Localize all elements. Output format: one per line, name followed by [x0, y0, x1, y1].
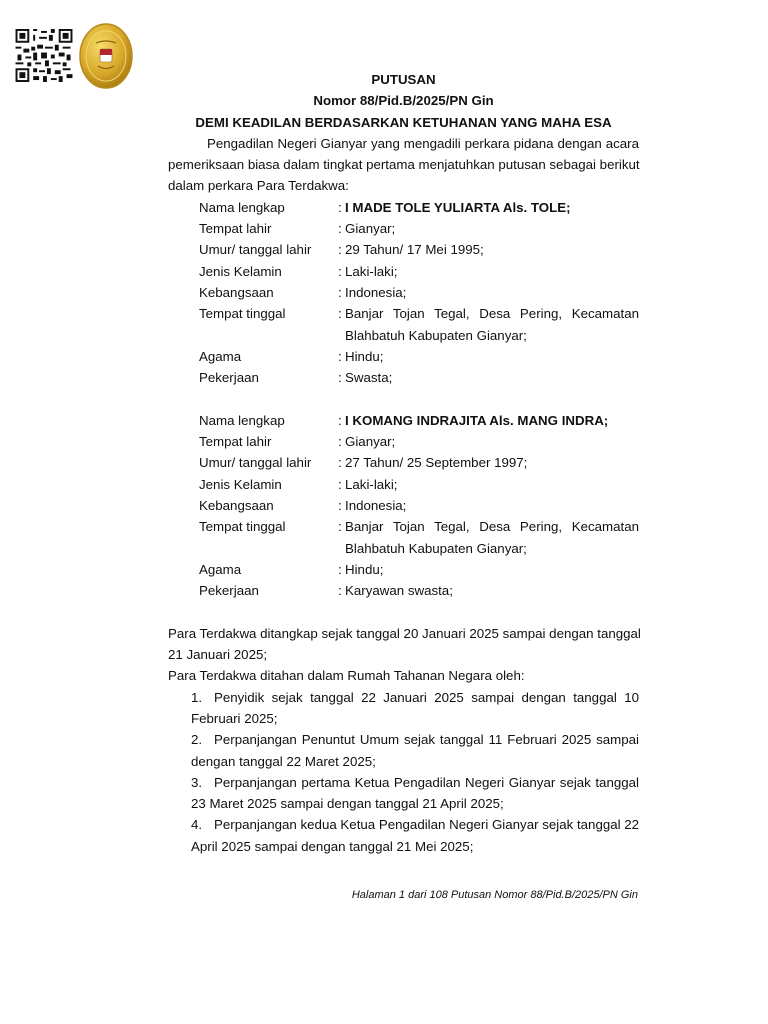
field-value: 27 Tahun/ 25 September 1997; — [345, 455, 528, 471]
list-number: 3. — [191, 774, 203, 790]
detention-intro: Para Terdakwa ditahan dalam Rumah Tahanan Negara oleh: — [168, 668, 525, 684]
qr-code-icon — [15, 29, 73, 82]
field-value: Swasta; — [345, 370, 393, 386]
field-row: Tempat tinggal : Banjar Tojan Tegal, Desa Pering, Kecamatan Blahbatuh Kabupaten Gianyar; — [168, 516, 639, 559]
field-row: Pekerjaan : Swasta; — [168, 367, 639, 388]
field-row: Nama lengkap : I KOMANG INDRAJITA Als. MANG INDRA; — [168, 410, 639, 431]
defendant-1-block — [168, 197, 639, 389]
field-label: Nama lengkap — [199, 199, 285, 215]
intro-line: pemeriksaan biasa dalam tingkat pertama menjatuhkan putusan sebagai berikut — [168, 157, 640, 173]
defendant-name: I KOMANG INDRAJITA Als. MANG INDRA; — [345, 412, 609, 428]
field-value: Indonesia; — [345, 497, 407, 513]
field-row: Jenis Kelamin : Laki-laki; — [168, 474, 639, 495]
arrest-line: 21 Januari 2025; — [168, 647, 268, 663]
intro-line: Pengadilan Negeri Gianyar yang mengadili perkara pidana dengan acara — [207, 135, 639, 151]
field-row: Pekerjaan : Karyawan swasta; — [168, 580, 639, 601]
field-value: Laki-laki; — [345, 263, 398, 279]
field-label: Agama — [199, 561, 242, 577]
field-label: Tempat lahir — [199, 221, 272, 237]
field-label: Pekerjaan — [199, 370, 259, 386]
field-row: Jenis Kelamin : Laki-laki; — [168, 261, 639, 282]
document-page — [168, 69, 639, 857]
list-item: 1. Penyidik sejak tanggal 22 Januari 2025 sampai dengan tanggal 10 Februari 2025; — [191, 687, 639, 730]
field-value: Hindu; — [345, 561, 384, 577]
field-value: Laki-laki; — [345, 476, 398, 492]
list-item: 2. Perpanjangan Penuntut Umum sejak tanggal 11 Februari 2025 sampai dengan tanggal 22 Maret 2025; — [191, 729, 639, 772]
field-label: Umur/ tanggal lahir — [199, 455, 312, 471]
field-value: Banjar Tojan Tegal, Desa Pering, Kecamatan Blahbatuh Kabupaten Gianyar; — [345, 306, 639, 343]
field-label: Tempat tinggal — [199, 519, 286, 535]
list-item: 4. Perpanjangan kedua Ketua Pengadilan Negeri Gianyar sejak tanggal 22 April 2025 sampai dengan tanggal 21 Mei 2025; — [191, 814, 639, 857]
field-label: Kebangsaan — [199, 284, 274, 300]
field-row: Nama lengkap : I MADE TOLE YULIARTA Als. TOLE; — [168, 197, 639, 218]
list-number: 2. — [191, 732, 203, 748]
field-value: Gianyar; — [345, 434, 396, 450]
field-label: Kebangsaan — [199, 497, 274, 513]
field-value: Indonesia; — [345, 284, 407, 300]
court-seal-icon — [78, 23, 134, 89]
document-title: PUTUSAN — [371, 72, 436, 87]
defendant-2-block — [168, 410, 639, 602]
field-row: Kebangsaan : Indonesia; — [168, 495, 639, 516]
page-footer: Halaman 1 dari 108 Putusan Nomor 88/Pid.B/2025/PN Gin — [351, 889, 638, 901]
field-value: Banjar Tojan Tegal, Desa Pering, Kecamatan Blahbatuh Kabupaten Gianyar; — [345, 519, 639, 556]
field-value: Gianyar; — [345, 221, 396, 237]
field-label: Agama — [199, 348, 242, 364]
defendant-name: I MADE TOLE YULIARTA Als. TOLE; — [345, 199, 571, 215]
field-value: Karyawan swasta; — [345, 583, 453, 599]
field-value: Hindu; — [345, 348, 384, 364]
field-row: Agama : Hindu; — [168, 346, 639, 367]
field-row: Tempat lahir : Gianyar; — [168, 218, 639, 239]
field-label: Pekerjaan — [199, 583, 259, 599]
field-label: Nama lengkap — [199, 412, 285, 428]
document-motto: DEMI KEADILAN BERDASARKAN KETUHANAN YANG MAHA ESA — [195, 114, 612, 130]
field-label: Jenis Kelamin — [199, 263, 282, 279]
field-label: Umur/ tanggal lahir — [199, 242, 312, 258]
field-row: Tempat lahir : Gianyar; — [168, 431, 639, 452]
field-row: Agama : Hindu; — [168, 559, 639, 580]
detention-list — [168, 687, 639, 857]
list-number: 1. — [191, 689, 203, 705]
list-item: 3. Perpanjangan pertama Ketua Pengadilan Negeri Gianyar sejak tanggal 23 Maret 2025 sampai dengan tanggal 21 April 2025; — [191, 772, 639, 815]
list-number: 4. — [191, 817, 203, 833]
field-row: Umur/ tanggal lahir : 27 Tahun/ 25 September 1997; — [168, 452, 639, 473]
intro-line: dalam perkara Para Terdakwa: — [168, 178, 349, 194]
field-row: Umur/ tanggal lahir : 29 Tahun/ 17 Mei 1995; — [168, 239, 639, 260]
arrest-line: Para Terdakwa ditangkap sejak tanggal 20 Januari 2025 sampai dengan tanggal — [168, 625, 641, 641]
field-label: Jenis Kelamin — [199, 476, 282, 492]
field-row: Kebangsaan : Indonesia; — [168, 282, 639, 303]
field-label: Tempat lahir — [199, 434, 272, 450]
field-label: Tempat tinggal — [199, 306, 286, 322]
field-value: 29 Tahun/ 17 Mei 1995; — [345, 242, 484, 258]
document-number: Nomor 88/Pid.B/2025/PN Gin — [313, 93, 494, 109]
field-row: Tempat tinggal : Banjar Tojan Tegal, Desa Pering, Kecamatan Blahbatuh Kabupaten Gianyar; — [168, 303, 639, 346]
